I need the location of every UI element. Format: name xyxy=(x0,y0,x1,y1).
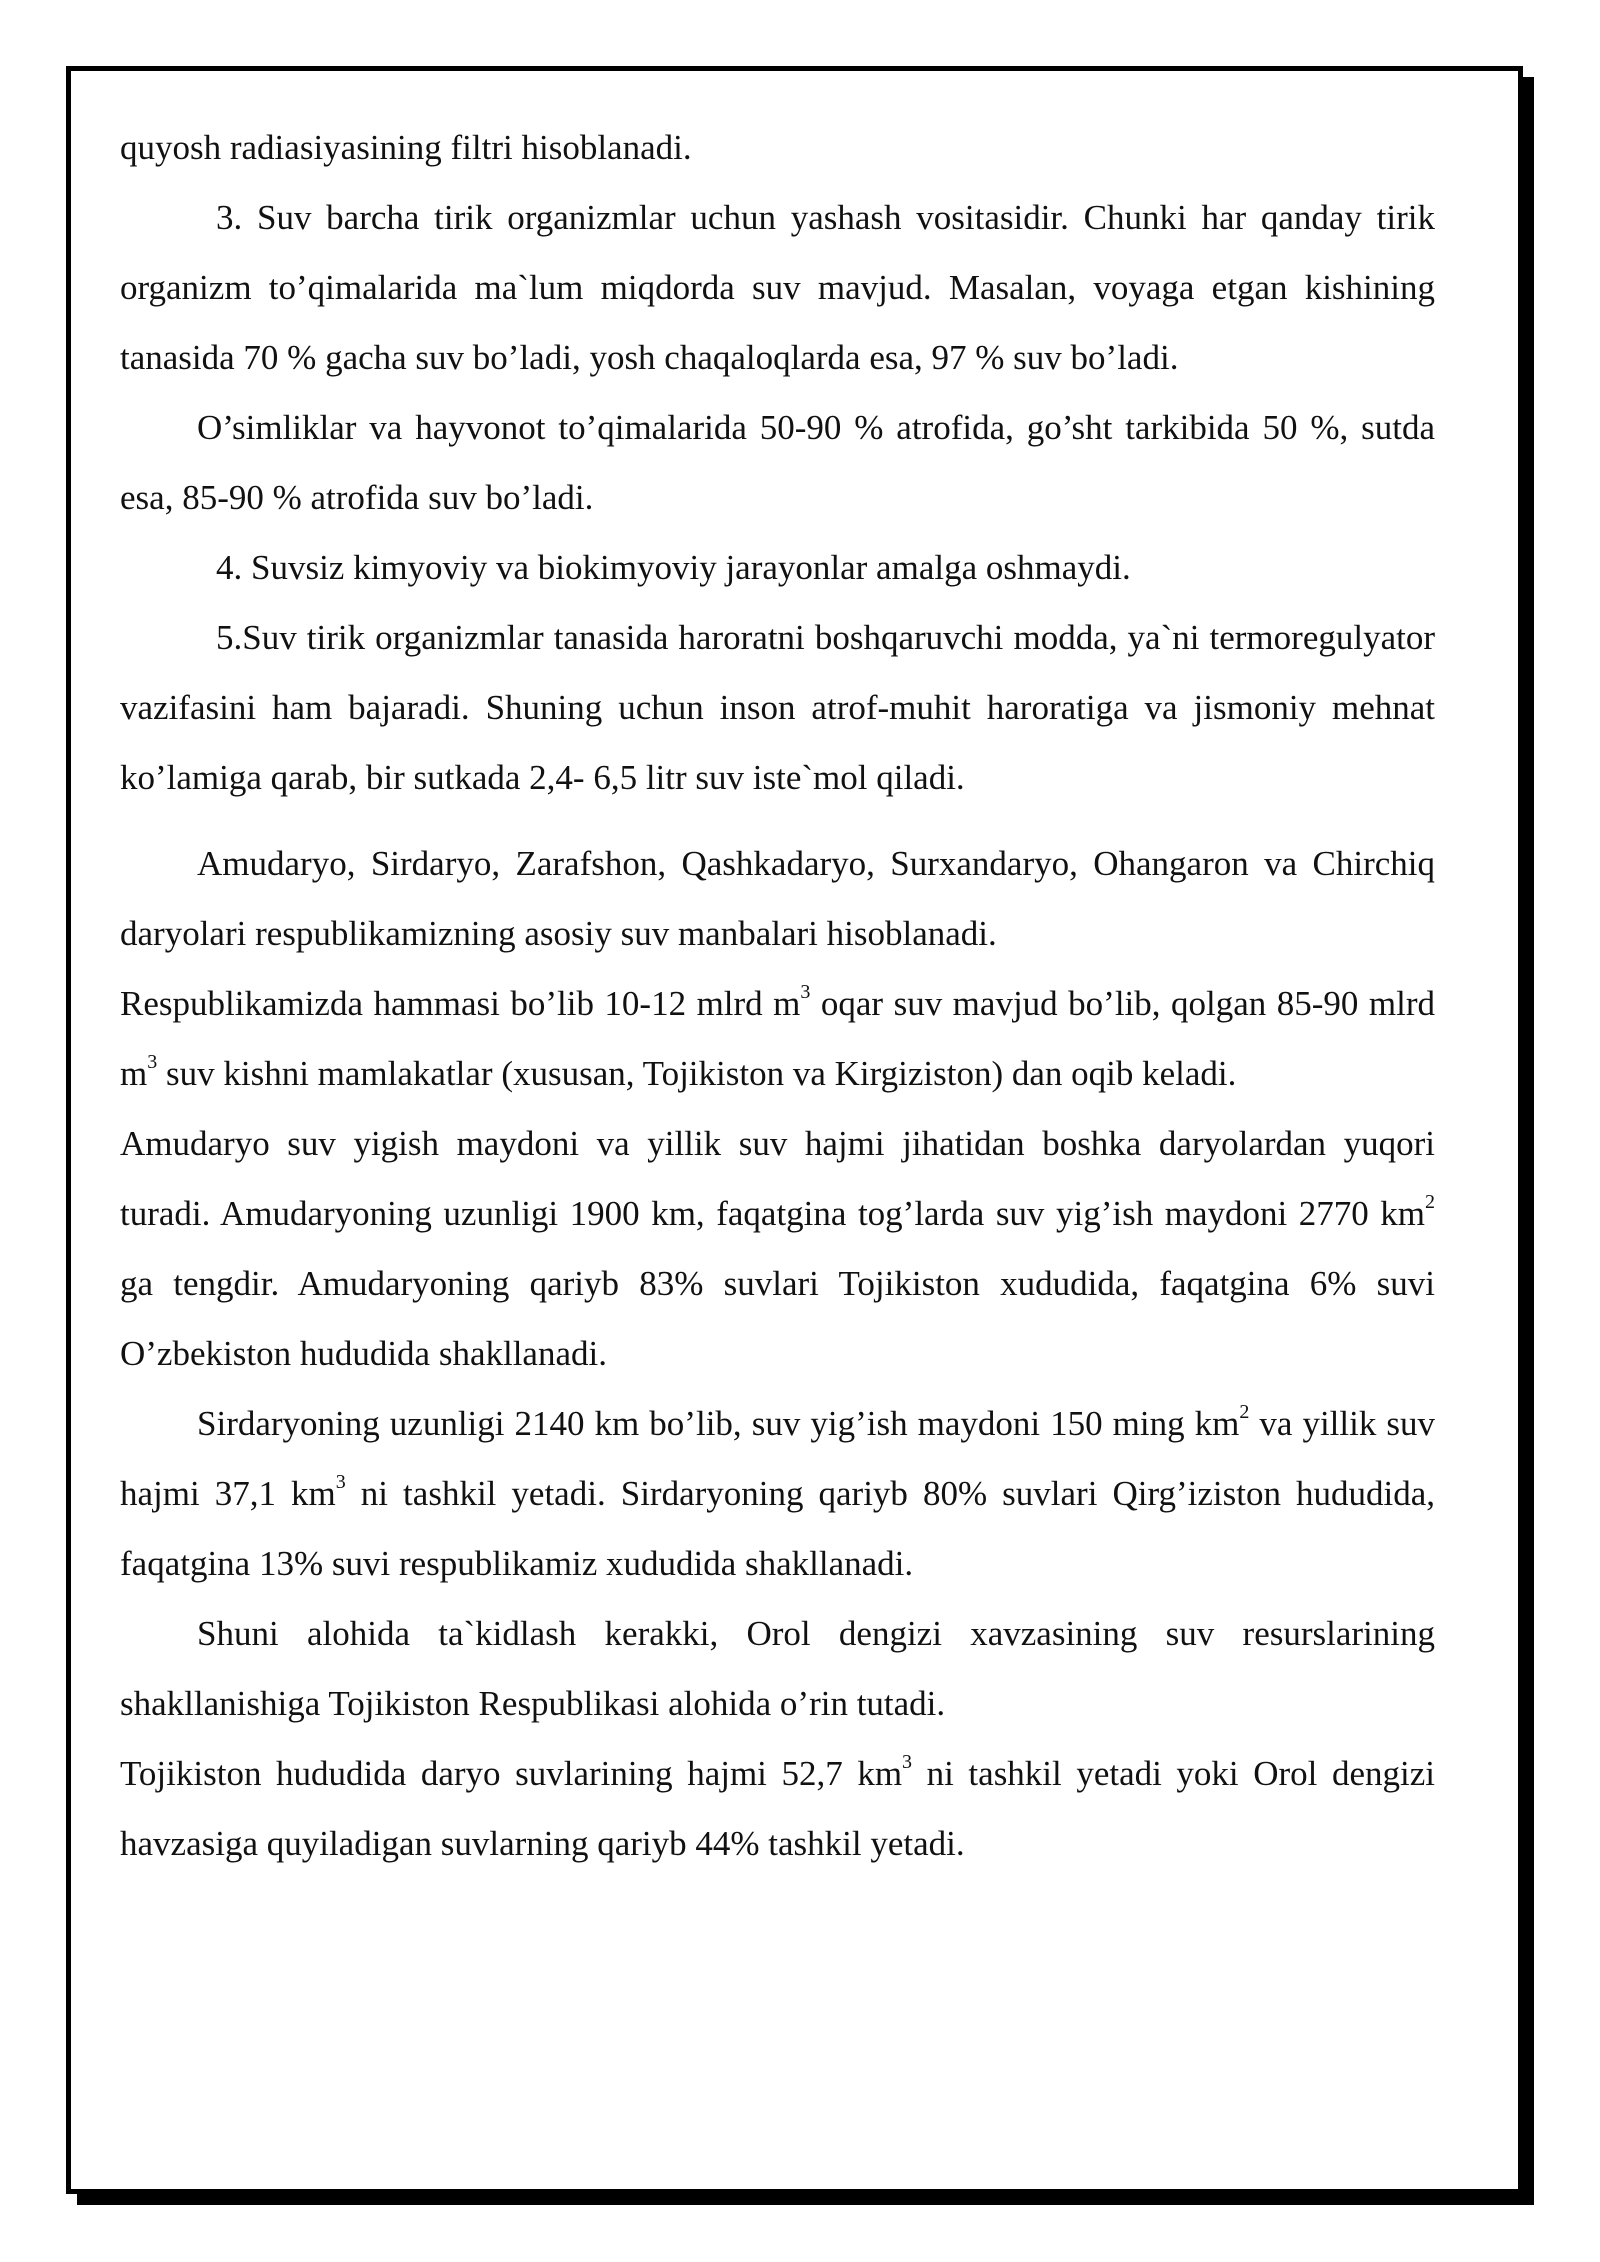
paragraph-chemical-processes xyxy=(120,533,1435,603)
paragraph-text: Amudaryo, Sirdaryo, Zarafshon, Qashkadaryo, Surxandaryo, Ohangaron va Chirchiq daryolari respublikamizning asosiy suv manbalari hisoblanadi. xyxy=(120,844,1435,953)
paragraph-sirdaryo xyxy=(120,1389,1435,1599)
paragraph-text: Shuni alohida ta`kidlash kerakki, Orol dengizi xavzasining suv resurslarining shakllanishiga Tojikiston Respublikasi alohida o’rin tutadi. xyxy=(120,1614,1435,1723)
paragraph-text: oqar suv mavjud bo’lib, qolgan 85-90 mlrd m xyxy=(120,984,1435,1093)
paragraph-text: Tojikiston hududida daryo suvlarining hajmi 52,7 km xyxy=(120,1754,903,1793)
paragraph-text: ni tashkil yetadi yoki Orol dengizi havzasiga quyiladigan suvlarning qariyb 44% tashkil yetadi. xyxy=(120,1754,1435,1863)
paragraph-text: va yillik suv hajmi 37,1 km xyxy=(120,1404,1436,1513)
paragraph-text: Amudaryo suv yigish maydoni va yillik suv hajmi jihatidan boshka daryolardan yuqori turadi. Amudaryoning uzunligi 1900 km, faqatgina tog’larda suv yig’ish maydoni 2770 km xyxy=(120,1124,1435,1233)
paragraph-aral-basin xyxy=(120,1599,1435,1739)
superscript: 2 xyxy=(1239,1401,1250,1424)
superscript: 3 xyxy=(800,981,811,1004)
paragraph-text: 3. Suv barcha tirik organizmlar uchun yashash vositasidir. Chunki har qanday tirik organizm to’qimalarida ma`lum miqdorda suv mavjud. Masalan, voyaga etgan kishining tanasida 70 % gacha suv bo’ladi, yosh chaqaloqlarda esa, 97 % suv bo’ladi. xyxy=(120,198,1435,377)
paragraph-radiation-filter xyxy=(120,113,1435,183)
paragraph-text: suv kishni mamlakatlar (xususan, Tojikiston va Kirgiziston) dan oqib keladi. xyxy=(157,1054,1237,1093)
paragraph-text: Sirdaryoning uzunligi 2140 km bo’lib, suv yig’ish maydoni 150 ming km xyxy=(197,1404,1240,1443)
paragraph-text: 5.Suv tirik organizmlar tanasida haroratni boshqaruvchi modda, ya`ni termoregulyator vazifasini ham bajaradi. Shuning uchun inson atrof-muhit haroratiga va jismoniy mehnat ko’lamiga qarab, bir sutkada 2,4- 6,5 litr suv iste`mol qiladi. xyxy=(120,618,1435,797)
superscript: 3 xyxy=(335,1471,346,1494)
paragraph-water-life-medium xyxy=(120,183,1435,393)
paragraph-tajikistan-volume xyxy=(120,1739,1435,1879)
paragraph-text: 4. Suvsiz kimyoviy va biokimyoviy jarayonlar amalga oshmaydi. xyxy=(216,548,1131,587)
superscript: 2 xyxy=(1425,1191,1435,1214)
superscript: 3 xyxy=(147,1051,158,1074)
paragraph-thermoregulation xyxy=(120,603,1435,813)
paragraph-text: ni tashkil yetadi. Sirdaryoning qariyb 80% suvlari Qirg’iziston hududida, faqatgina 13% suvi respublikamiz xududida shakllanadi. xyxy=(120,1474,1436,1583)
paragraph-text: ga tengdir. Amudaryoning qariyb 83% suvlari Tojikiston xududida, faqatgina 6% suvi O’zbekiston hududida shakllanadi. xyxy=(120,1264,1435,1373)
document-body xyxy=(120,113,1435,1879)
paragraph-text: quyosh radiasiyasining filtri hisoblanadi. xyxy=(120,128,692,167)
paragraph-water-volume xyxy=(120,969,1435,1109)
paragraph-tissue-water xyxy=(120,393,1435,533)
paragraph-text: Respublikamizda hammasi bo’lib 10-12 mlrd m xyxy=(120,984,801,1023)
paragraph-main-rivers xyxy=(120,829,1435,969)
page-frame xyxy=(66,66,1523,2194)
paragraph-amudaryo xyxy=(120,1109,1435,1389)
paragraph-text: O’simliklar va hayvonot to’qimalarida 50-90 % atrofida, go’sht tarkibida 50 %, sutda esa, 85-90 % atrofida suv bo’ladi. xyxy=(120,408,1435,517)
superscript: 3 xyxy=(902,1751,913,1774)
